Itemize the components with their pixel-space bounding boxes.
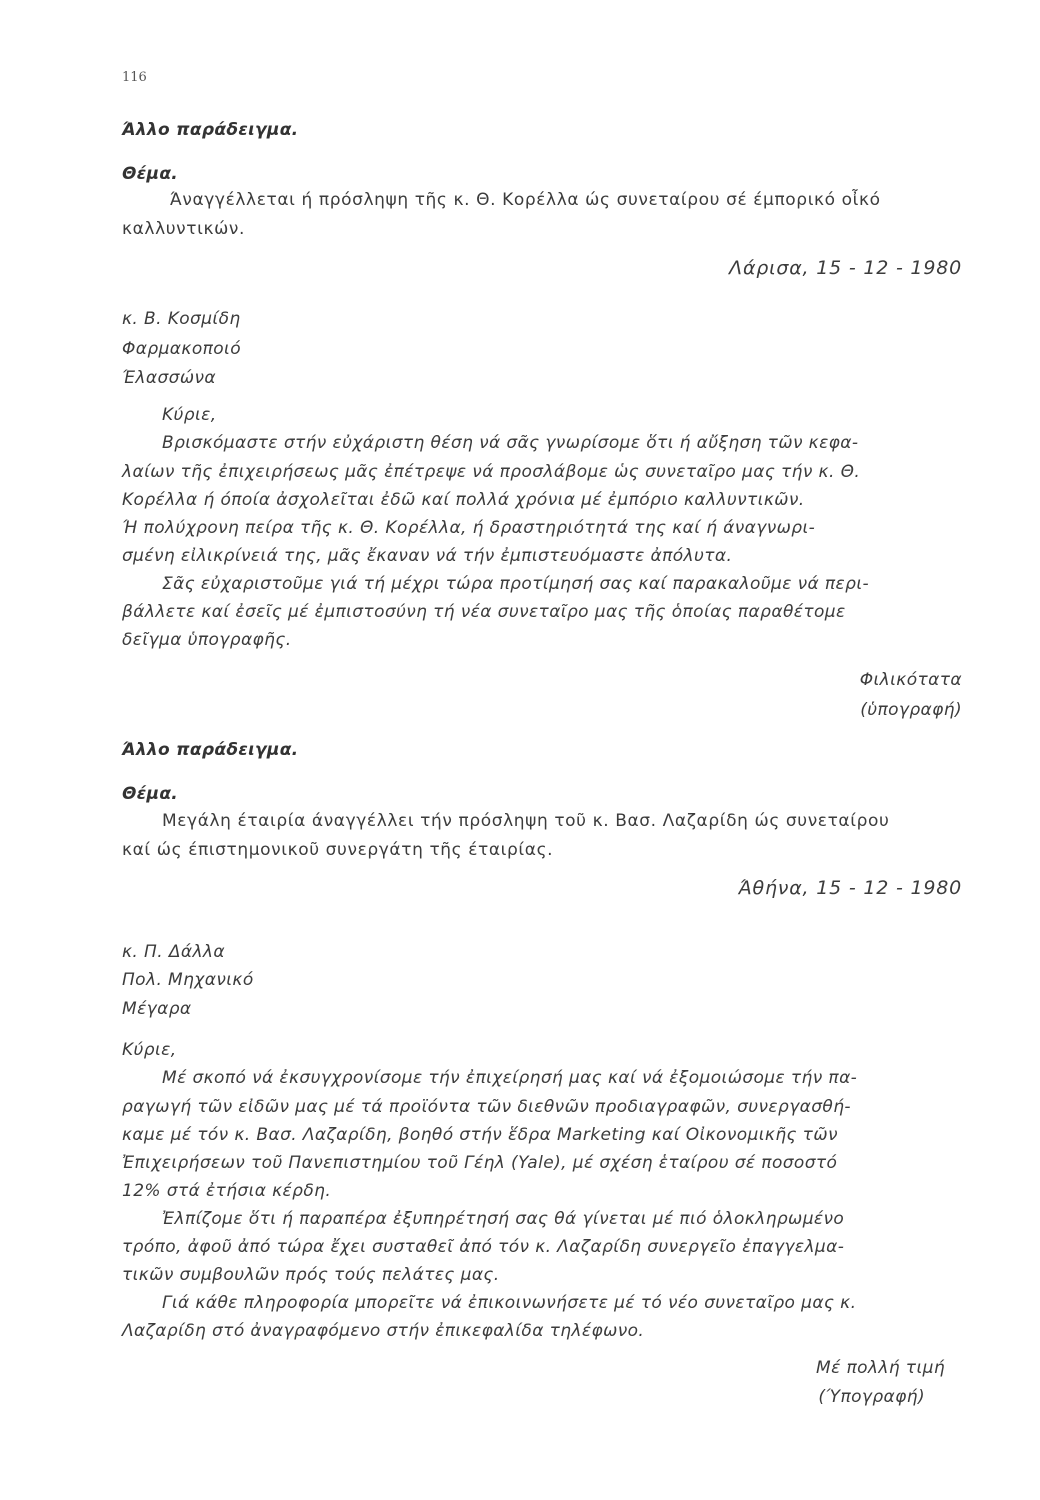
example-1-subject-line: καλλυντικών. <box>122 219 246 239</box>
example-1-body-line: Σᾶς εὐχαριστοῦμε γιά τή μέχρι τώρα προτίμησή σας καί παρακαλοῦμε νά περι- <box>162 574 870 594</box>
example-1-date: Λάρισα, 15 - 12 - 1980 <box>729 257 962 279</box>
example-1-body-line: δεῖγμα ὑπογραφῆς. <box>122 630 292 650</box>
example-2-date: Άθήνα, 15 - 12 - 1980 <box>738 877 962 899</box>
example-2-subject-label: Θέμα. <box>122 784 179 804</box>
example-2-body-line: Λαζαρίδη στό ἀναγραφόμενο στήν ἐπικεφαλίδα τηλέφωνο. <box>122 1321 645 1341</box>
example-1-subject-line: Άναγγέλλεται ή πρόσληψη τῆς κ. Θ. Κορέλλα ώς συνεταίρου σέ έμπορικό οἶκό <box>170 190 881 210</box>
example-1-subject-label: Θέμα. <box>122 164 179 184</box>
example-2-body-line: Γιά κάθε πληροφορία μπορεῖτε νά ἐπικοινωνήσετε μέ τό νέο συνεταῖρο μας κ. <box>162 1293 857 1313</box>
example-1-body-line: σμένη εἰλικρίνειά της, μᾶς ἔκαναν νά τήν ἐμπιστευόμαστε ἀπόλυτα. <box>122 546 733 566</box>
example-1-body-line: Ή πολύχρονη πείρα τῆς κ. Θ. Κορέλλα, ή δραστηριότητά της καί ή άναγνωρι- <box>122 518 816 538</box>
example-1-closing: Φιλικότατα <box>859 670 962 690</box>
example-2-body-line: Ἐλπίζομε ὅτι ή παραπέρα ἐξυπηρέτησή σας θά γίνεται μέ πιό ὁλοκληρωμένο <box>162 1209 845 1229</box>
example-2-recipient-title: Πολ. Μηχανικό <box>122 970 254 990</box>
example-2-signature: (Ύπογραφή) <box>818 1387 925 1407</box>
example-2-body-line: ραγωγή τῶν εἰδῶν μας μέ τά προϊόντα τῶν διεθνῶν προδιαγραφῶν, συνεργασθή- <box>122 1097 851 1117</box>
example-1-heading: Άλλο παράδειγμα. <box>122 120 299 140</box>
example-2-body-line: 12% στά ἐτήσια κέρδη. <box>122 1181 332 1201</box>
page-number: 116 <box>122 70 147 85</box>
example-1-body-line: λαίων τῆς ἐπιχειρήσεως μᾶς ἐπέτρεψε νά προσλάβομε ὡς συνεταῖρο μας τήν κ. Θ. <box>122 462 861 482</box>
example-2-salutation: Κύριε, <box>122 1040 177 1060</box>
example-2-body-line: καμε μέ τόν κ. Βασ. Λαζαρίδη, βοηθό στήν ἕδρα Marketing καί Οἰκονομικῆς τῶν <box>122 1125 838 1145</box>
example-1-recipient-name: κ. Β. Κοσμίδη <box>122 309 241 329</box>
example-2-subject-line: Μεγάλη έταιρία άναγγέλλει τήν πρόσληψη τοῦ κ. Βασ. Λαζαρίδη ώς συνεταίρου <box>162 811 890 831</box>
example-2-heading: Άλλο παράδειγμα. <box>122 740 299 760</box>
example-1-body-line: Κορέλλα ή όποία ἀσχολεῖται ἐδῶ καί πολλά χρόνια μέ ἐμπόριο καλλυντικῶν. <box>122 490 805 510</box>
example-2-recipient-city: Μέγαρα <box>122 999 192 1019</box>
example-2-body-line: Ἐπιχειρήσεων τοῦ Πανεπιστημίου τοῦ Γέηλ (Yale), μέ σχέση ἑταίρου σέ ποσοστό <box>122 1153 838 1173</box>
example-2-body-line: τικῶν συμβουλῶν πρός τούς πελάτες μας. <box>122 1265 500 1285</box>
example-2-closing: Μέ πολλή τιμή <box>816 1358 945 1378</box>
example-1-recipient-title: Φαρμακοποιό <box>122 339 242 359</box>
example-1-recipient-city: Έλασσώνα <box>122 368 216 388</box>
example-1-body-line: βάλλετε καί ἐσεῖς μέ ἐμπιστοσύνη τή νέα συνεταῖρο μας τῆς ὁποίας παραθέτομε <box>122 602 846 622</box>
example-2-body-line: Μέ σκοπό νά ἐκσυγχρονίσομε τήν ἐπιχείρησή μας καί νά ἐξομοιώσομε τήν πα- <box>162 1068 858 1088</box>
example-2-body-line: τρόπο, ἀφοῦ ἀπό τώρα ἔχει συσταθεῖ ἀπό τόν κ. Λαζαρίδη συνεργεῖο ἐπαγγελμα- <box>122 1237 845 1257</box>
example-1-salutation: Κύριε, <box>162 405 217 425</box>
example-1-signature: (ὑπογραφή) <box>860 700 962 720</box>
example-2-subject-line: καί ώς έπιστημονικοῦ συνεργάτη τῆς έταιρίας. <box>122 840 554 860</box>
example-2-recipient-name: κ. Π. Δάλλα <box>122 942 225 962</box>
example-1-body-line: Βρισκόμαστε στήν εὐχάριστη θέση νά σᾶς γνωρίσομε ὅτι ή αὔξηση τῶν κεφα- <box>162 433 859 453</box>
